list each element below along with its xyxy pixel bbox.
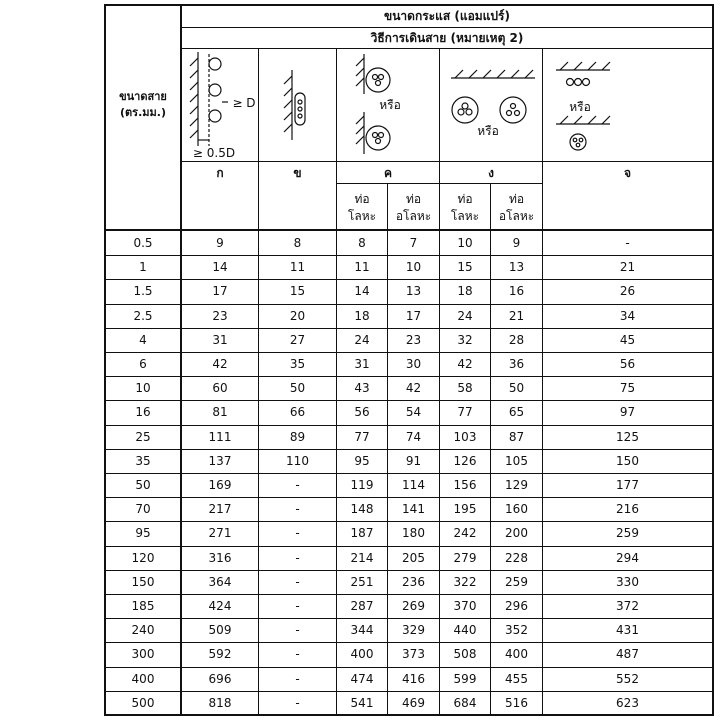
- current-cell: 114: [402, 478, 425, 492]
- current-cell: 42: [212, 357, 228, 371]
- size-cell: 1: [139, 260, 147, 274]
- current-cell: 54: [405, 405, 422, 419]
- current-cell: 16: [508, 284, 525, 298]
- current-cell: 352: [505, 623, 528, 637]
- current-cell: 195: [453, 502, 477, 516]
- current-cell: 31: [354, 357, 370, 371]
- d-metal-label-1: ท่อ: [457, 192, 473, 206]
- current-cell: 177: [616, 478, 639, 492]
- current-cell: -: [295, 478, 300, 492]
- current-cell: 50: [289, 381, 306, 395]
- current-cell: 24: [354, 333, 370, 347]
- current-header: ขนาดกระแส (แอมแปร์): [384, 9, 510, 23]
- size-cell: 1.5: [133, 284, 153, 298]
- c-metal-label-1: ท่อ: [354, 192, 370, 206]
- row-divider: [104, 521, 714, 522]
- current-cell: 42: [405, 381, 422, 395]
- current-cell: 27: [289, 333, 306, 347]
- size-cell: 50: [135, 478, 151, 492]
- row-divider: [104, 473, 714, 474]
- size-cell: 95: [135, 526, 151, 540]
- current-cell: -: [295, 672, 300, 686]
- row-divider: [104, 618, 714, 619]
- row-divider: [104, 425, 714, 426]
- current-cell: 32: [457, 333, 473, 347]
- current-cell: 160: [505, 502, 528, 516]
- row-divider: [104, 642, 714, 643]
- current-cell: 31: [212, 333, 228, 347]
- current-cell: 35: [289, 357, 306, 371]
- current-cell: 217: [208, 502, 232, 516]
- row-divider: [104, 667, 714, 668]
- current-cell: 97: [619, 405, 636, 419]
- current-cell: 15: [289, 284, 306, 298]
- current-cell: 14: [354, 284, 370, 298]
- size-cell: 16: [135, 405, 151, 419]
- size-cell: 10: [135, 381, 151, 395]
- row-divider: [104, 594, 714, 595]
- current-cell: 187: [350, 526, 374, 540]
- current-cell: 17: [212, 284, 228, 298]
- size-cell: 120: [131, 551, 155, 565]
- current-cell: 287: [350, 599, 374, 613]
- current-cell: -: [295, 696, 300, 710]
- current-cell: 296: [505, 599, 528, 613]
- row-divider: [104, 570, 714, 571]
- row-divider: [104, 304, 714, 305]
- current-cell: -: [295, 502, 300, 516]
- current-cell: 45: [619, 333, 636, 347]
- current-cell: 9: [512, 236, 521, 250]
- size-cell: 25: [135, 430, 151, 444]
- current-cell: 23: [405, 333, 422, 347]
- row-divider: [104, 400, 714, 401]
- current-cell: 469: [402, 696, 425, 710]
- current-cell: 516: [505, 696, 528, 710]
- header-divider-diagrams: [181, 161, 714, 162]
- size-cell: 400: [131, 672, 155, 686]
- current-cell: 8: [358, 236, 366, 250]
- current-cell: 269: [402, 599, 425, 613]
- method-d-diagram: [443, 50, 539, 160]
- current-cell: 344: [350, 623, 374, 637]
- method-header: วิธีการเดินสาย (หมายเหตุ 2): [370, 31, 524, 45]
- header-divider-current: [181, 27, 714, 28]
- current-cell: 169: [208, 478, 232, 492]
- method-e-label: จ: [623, 166, 632, 180]
- current-cell: -: [295, 647, 300, 661]
- current-cell: 119: [350, 478, 374, 492]
- current-cell: 156: [453, 478, 477, 492]
- current-cell: 91: [405, 454, 422, 468]
- current-cell: 137: [208, 454, 232, 468]
- current-cell: 20: [289, 309, 306, 323]
- current-cell: 30: [405, 357, 422, 371]
- table-right-border: [712, 4, 714, 716]
- current-cell: 126: [453, 454, 477, 468]
- size-cell: 185: [131, 599, 155, 613]
- current-cell: 370: [453, 599, 477, 613]
- current-cell: 103: [453, 430, 477, 444]
- method-d-label: ง: [488, 166, 494, 180]
- current-cell: 487: [616, 647, 639, 661]
- current-cell: 228: [505, 551, 528, 565]
- row-divider: [104, 255, 714, 256]
- current-cell: 34: [619, 309, 636, 323]
- current-cell: 7: [409, 236, 418, 250]
- size-cell: 300: [131, 647, 155, 661]
- current-cell: 474: [350, 672, 374, 686]
- current-cell: 259: [505, 575, 528, 589]
- size-cell: 2.5: [133, 309, 153, 323]
- current-cell: -: [295, 526, 300, 540]
- current-cell: 11: [289, 260, 306, 274]
- current-cell: 372: [616, 599, 639, 613]
- current-cell: 125: [616, 430, 639, 444]
- current-cell: 77: [354, 430, 370, 444]
- current-cell: 129: [505, 478, 528, 492]
- method-a-gap-label: ≥ D: [232, 96, 256, 110]
- size-cell: 70: [135, 502, 151, 516]
- current-cell: 251: [350, 575, 374, 589]
- size-cell: 500: [131, 696, 155, 710]
- current-cell: 416: [402, 672, 425, 686]
- current-cell: 24: [457, 309, 473, 323]
- header-divider-method: [181, 48, 714, 49]
- current-cell: 21: [619, 260, 636, 274]
- current-cell: 180: [402, 526, 425, 540]
- current-cell: 431: [616, 623, 639, 637]
- current-cell: 599: [453, 672, 477, 686]
- current-cell: 236: [402, 575, 425, 589]
- current-cell: 552: [616, 672, 639, 686]
- current-cell: 17: [405, 309, 422, 323]
- current-cell: 81: [212, 405, 228, 419]
- current-cell: 205: [402, 551, 425, 565]
- current-cell: 89: [289, 430, 306, 444]
- method-d-or-label: หรือ: [477, 124, 499, 138]
- current-cell: 455: [505, 672, 528, 686]
- row-divider: [104, 546, 714, 547]
- method-e-or-label: หรือ: [569, 100, 591, 114]
- current-cell: 141: [402, 502, 425, 516]
- current-cell: 279: [453, 551, 477, 565]
- current-cell: 26: [619, 284, 636, 298]
- current-cell: 373: [402, 647, 425, 661]
- current-cell: 150: [616, 454, 639, 468]
- current-cell: 11: [354, 260, 370, 274]
- size-header-line1: ขนาดสาย: [119, 90, 167, 103]
- current-cell: 42: [457, 357, 473, 371]
- current-cell: 330: [616, 575, 639, 589]
- size-header-line2: (ตร.มม.): [120, 106, 166, 119]
- current-cell: 14: [212, 260, 228, 274]
- current-cell: 56: [619, 357, 636, 371]
- current-cell: 400: [505, 647, 528, 661]
- current-cell: 259: [616, 526, 639, 540]
- method-b-diagram: [262, 50, 334, 160]
- current-cell: 56: [354, 405, 370, 419]
- row-divider: [104, 497, 714, 498]
- row-divider: [104, 449, 714, 450]
- current-cell: 271: [208, 526, 232, 540]
- row-divider: [104, 328, 714, 329]
- header-bottom-border: [104, 229, 714, 231]
- current-cell: 509: [208, 623, 232, 637]
- size-cell: 150: [131, 575, 155, 589]
- size-cell: 6: [139, 357, 147, 371]
- current-cell: 87: [508, 430, 525, 444]
- current-cell: 77: [457, 405, 473, 419]
- method-c-or-label: หรือ: [379, 98, 401, 112]
- current-cell: -: [295, 551, 300, 565]
- current-cell: 10: [405, 260, 422, 274]
- d-nonmetal-label-2: อโลหะ: [498, 209, 535, 223]
- current-cell: 242: [453, 526, 477, 540]
- current-cell: 216: [616, 502, 639, 516]
- current-cell: 294: [616, 551, 639, 565]
- current-cell: 95: [354, 454, 370, 468]
- current-cell: 18: [457, 284, 473, 298]
- row-divider: [104, 691, 714, 692]
- current-cell: 329: [402, 623, 425, 637]
- size-cell: 35: [135, 454, 151, 468]
- current-cell: 105: [505, 454, 528, 468]
- current-cell: 623: [616, 696, 639, 710]
- c-nonmetal-label-1: ท่อ: [405, 192, 422, 206]
- current-cell: 43: [354, 381, 370, 395]
- current-cell: 214: [350, 551, 374, 565]
- current-cell: 400: [350, 647, 374, 661]
- current-cell: 111: [208, 430, 232, 444]
- current-cell: 13: [508, 260, 525, 274]
- current-cell: 13: [405, 284, 422, 298]
- method-b-label: ข: [293, 166, 302, 180]
- row-divider: [104, 279, 714, 280]
- table-bottom-border: [104, 714, 714, 716]
- size-cell: 240: [131, 623, 155, 637]
- current-cell: 440: [453, 623, 477, 637]
- current-cell: 36: [508, 357, 525, 371]
- current-cell: 8: [293, 236, 302, 250]
- current-cell: -: [295, 575, 300, 589]
- method-c-label: ค: [383, 166, 393, 180]
- current-cell: 424: [208, 599, 232, 613]
- row-divider: [104, 352, 714, 353]
- current-cell: 322: [453, 575, 477, 589]
- current-cell: 21: [508, 309, 525, 323]
- current-cell: 23: [212, 309, 228, 323]
- current-cell: 58: [457, 381, 473, 395]
- current-cell: 74: [405, 430, 422, 444]
- current-cell: 592: [208, 647, 232, 661]
- current-cell: 200: [505, 526, 528, 540]
- current-cell: -: [295, 599, 300, 613]
- current-cell: 75: [619, 381, 636, 395]
- current-cell: 9: [216, 236, 224, 250]
- size-cell: 4: [139, 333, 147, 347]
- row-divider: [104, 376, 714, 377]
- current-cell: 28: [508, 333, 525, 347]
- d-nonmetal-label-1: ท่อ: [508, 192, 525, 206]
- current-cell: 60: [212, 381, 228, 395]
- current-cell: 696: [208, 672, 232, 686]
- current-cell: 541: [350, 696, 374, 710]
- c-metal-label-2: โลหะ: [347, 209, 377, 223]
- current-cell: -: [625, 236, 630, 250]
- d-metal-label-2: โลหะ: [450, 209, 480, 223]
- current-cell: 364: [208, 575, 232, 589]
- current-cell: 66: [289, 405, 306, 419]
- current-cell: 110: [286, 454, 309, 468]
- current-cell: -: [295, 623, 300, 637]
- current-cell: 684: [453, 696, 477, 710]
- current-cell: 10: [457, 236, 473, 250]
- current-cell: 818: [208, 696, 232, 710]
- current-cell: 508: [453, 647, 477, 661]
- current-cell: 50: [508, 381, 525, 395]
- current-cell: 316: [208, 551, 232, 565]
- c-nonmetal-label-2: อโลหะ: [395, 209, 432, 223]
- current-cell: 148: [350, 502, 374, 516]
- table-top-border: [104, 4, 714, 6]
- size-cell: 0.5: [133, 236, 153, 250]
- method-a-label: ก: [216, 166, 224, 180]
- current-cell: 15: [457, 260, 473, 274]
- current-cell: 65: [508, 405, 525, 419]
- current-cell: 18: [354, 309, 370, 323]
- method-a-spacing-label: ≥ 0.5D: [192, 146, 236, 160]
